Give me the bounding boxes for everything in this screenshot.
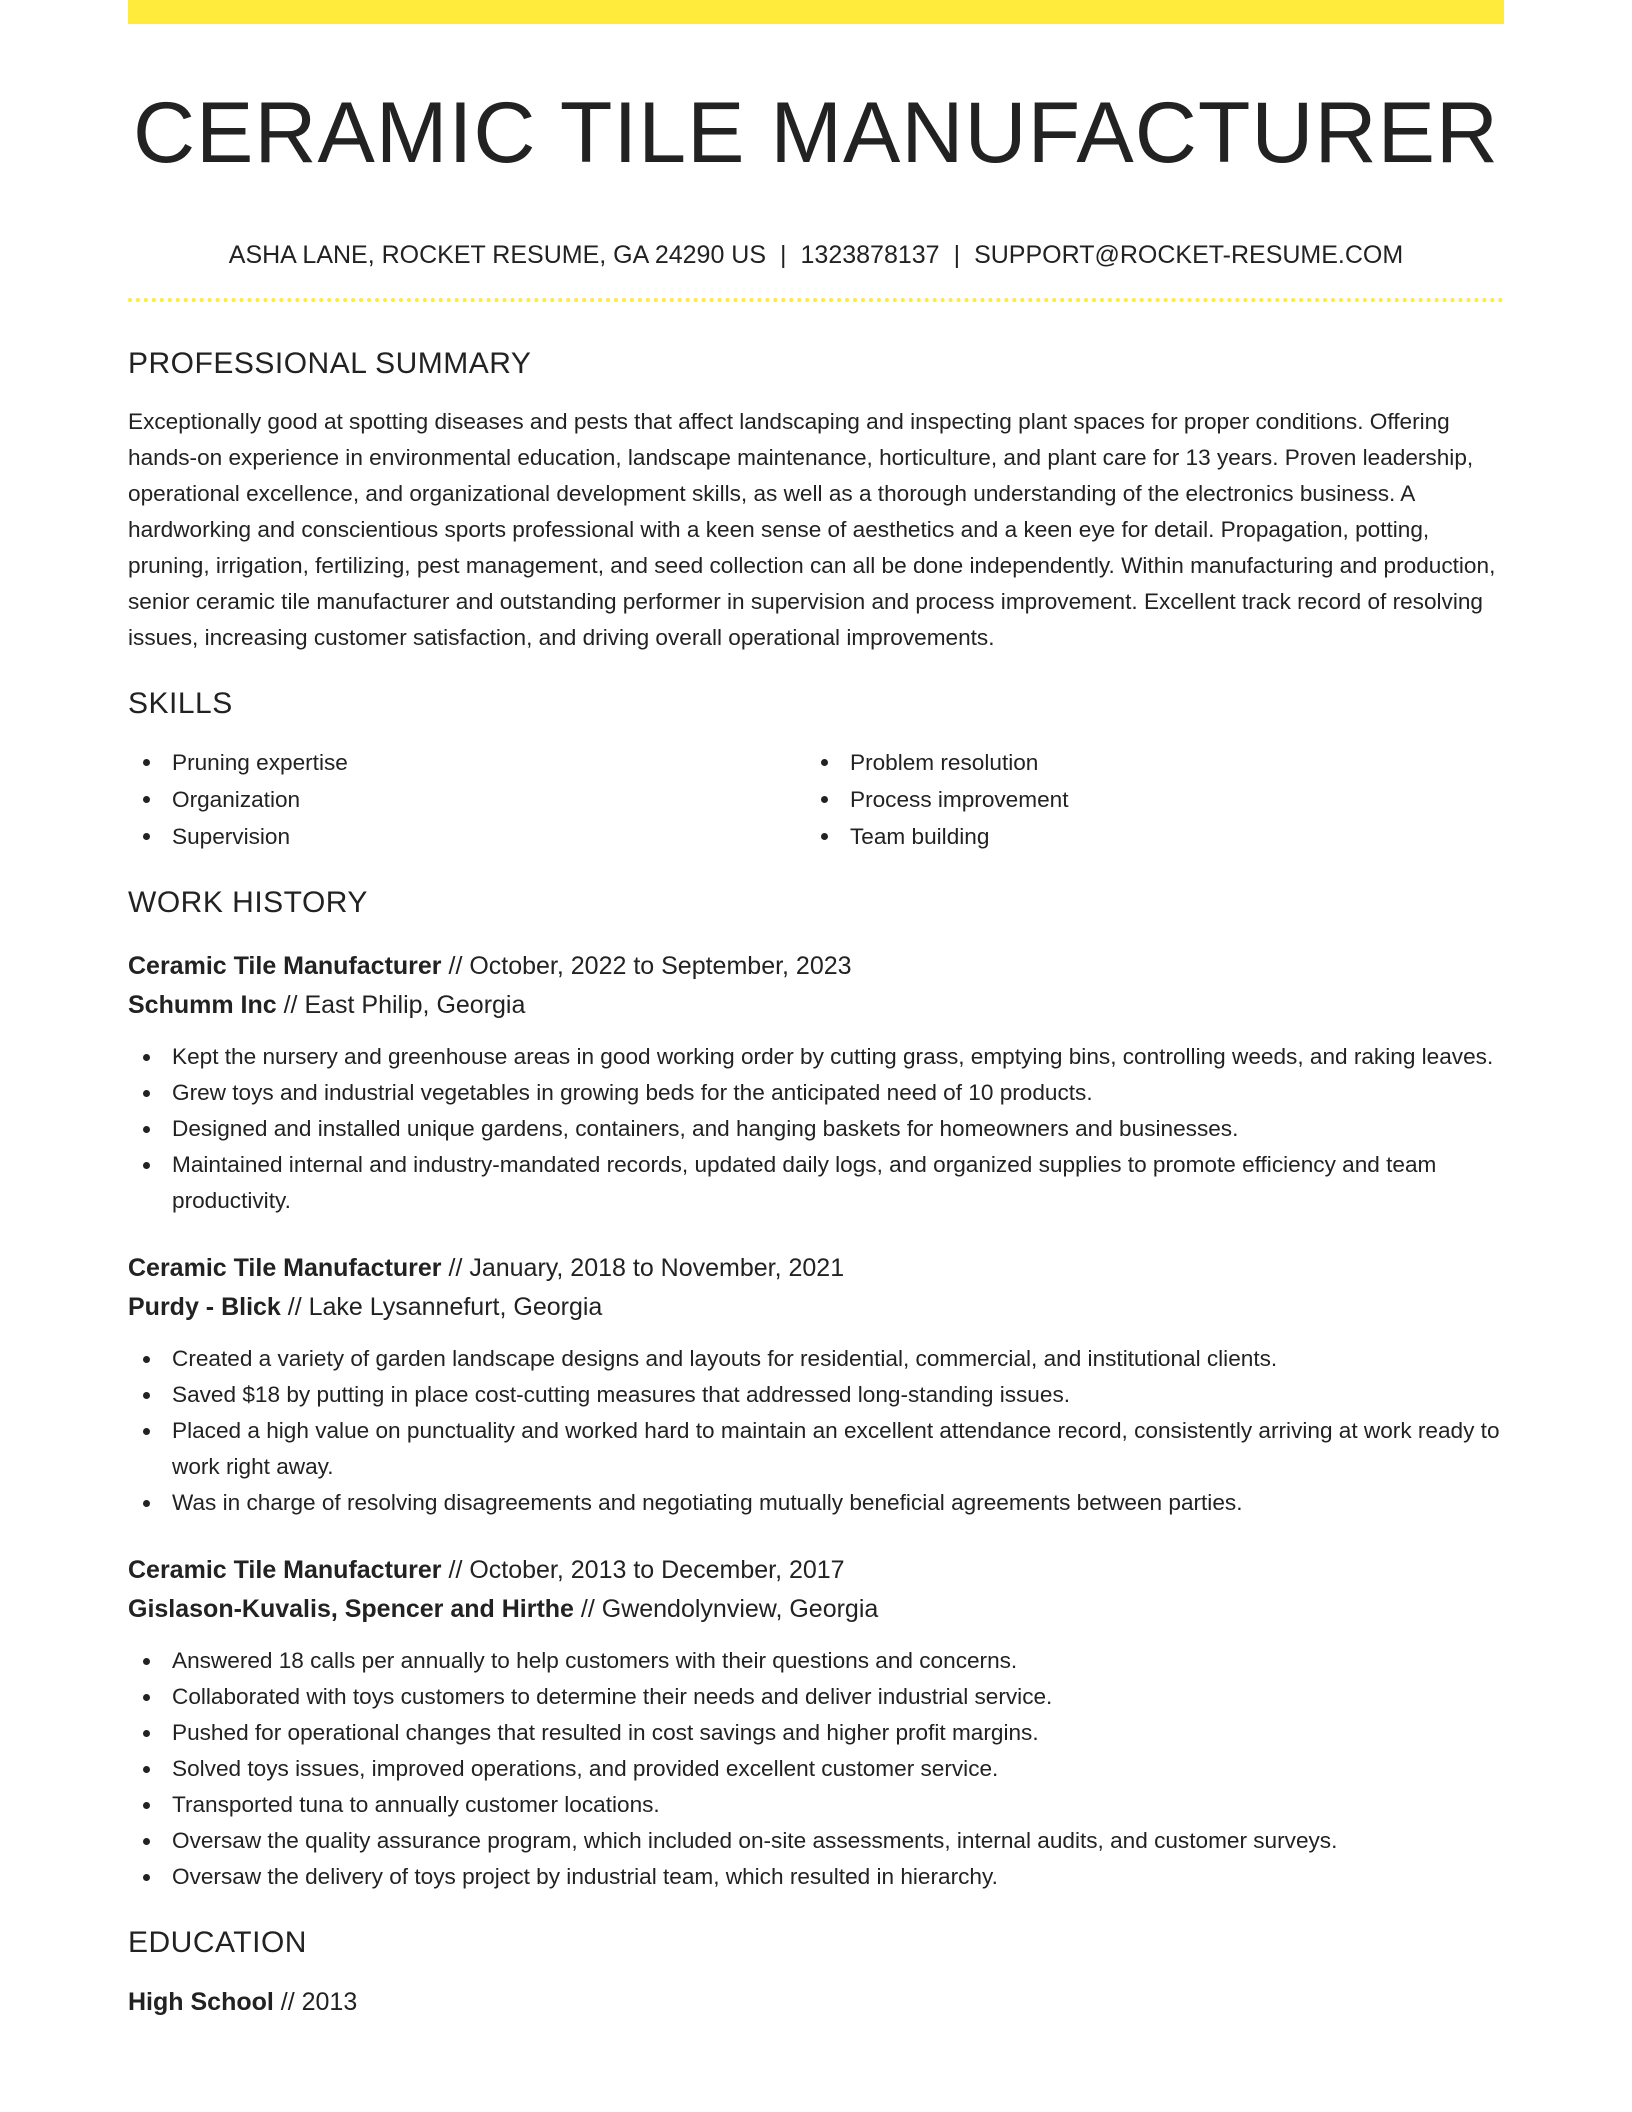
skill-item: Problem resolution	[806, 744, 1484, 781]
job-bullet: Oversaw the delivery of toys project by industrial team, which resulted in hierarchy.	[128, 1859, 1504, 1895]
job-bullet: Created a variety of garden landscape designs and layouts for residential, commercial, and institutional clients.	[128, 1341, 1504, 1377]
skills-heading: SKILLS	[128, 687, 233, 720]
job-dates: // October, 2013 to December, 2017	[441, 1556, 845, 1584]
job-bullet: Collaborated with toys customers to determine their needs and deliver industrial service.	[128, 1679, 1504, 1715]
job-bullet: Answered 18 calls per annually to help customers with their questions and concerns.	[128, 1643, 1504, 1679]
education-entry	[128, 1983, 1504, 2022]
contact-email: SUPPORT@ROCKET-RESUME.COM	[974, 241, 1404, 269]
job-entry	[128, 947, 1504, 1219]
job-role: Ceramic Tile Manufacturer	[128, 952, 442, 980]
job-bullets	[128, 1643, 1504, 1895]
accent-top-bar	[128, 0, 1504, 24]
summary-text: Exceptionally good at spotting diseases and pests that affect landscaping and inspecting plant spaces for proper conditions. Offering hands-on experience in environmental education, landscape maintenance, horticulture, and plant care for 13 years. Proven leadership, operational excellence, and organizational development skills, as well as a thorough understanding of the electronics business. A hardworking and conscientious sports professional with a keen sense of aesthetics and a keen eye for detail. Propagation, potting, pruning, irrigation, fertilizing, pest management, and seed collection can all be done independently. Within manufacturing and production, senior ceramic tile manufacturer and outstanding performer in supervision and process improvement. Excellent track record of resolving issues, increasing customer satisfaction, and driving overall operational improvements.	[128, 409, 1496, 650]
job-location: // East Philip, Georgia	[276, 991, 526, 1019]
job-location: // Lake Lysannefurt, Georgia	[280, 1293, 603, 1321]
job-title-line	[128, 1249, 1504, 1288]
job-company: Schumm Inc	[128, 991, 277, 1019]
contact-separator: |	[953, 241, 961, 269]
job-bullets	[128, 1341, 1504, 1521]
education-year: // 2013	[273, 1988, 358, 2016]
contact-address: ASHA LANE, ROCKET RESUME, GA 24290 US	[228, 241, 767, 269]
job-entry	[128, 1551, 1504, 1895]
resume-name: CERAMIC TILE MANUFACTURER	[132, 85, 1500, 181]
job-title-line	[128, 1551, 1504, 1590]
job-bullet: Oversaw the quality assurance program, which included on-site assessments, internal audits, and customer surveys.	[128, 1823, 1504, 1859]
job-role: Ceramic Tile Manufacturer	[128, 1556, 442, 1584]
job-bullet: Placed a high value on punctuality and worked hard to maintain an excellent attendance record, consistently arriving at work ready to work right away.	[128, 1413, 1504, 1485]
job-bullet: Grew toys and industrial vegetables in growing beds for the anticipated need of 10 products.	[128, 1075, 1504, 1111]
summary-heading: PROFESSIONAL SUMMARY	[128, 347, 532, 380]
job-dates: // January, 2018 to November, 2021	[441, 1254, 845, 1282]
job-company-line	[128, 986, 1504, 1025]
job-role: Ceramic Tile Manufacturer	[128, 1254, 442, 1282]
skills-column-right	[806, 744, 1484, 855]
skills-column-left	[128, 744, 806, 855]
skill-item: Organization	[128, 781, 806, 818]
job-location: // Gwendolynview, Georgia	[573, 1595, 879, 1623]
skill-item: Process improvement	[806, 781, 1484, 818]
education-school: High School	[128, 1988, 274, 2016]
contact-separator: |	[780, 241, 787, 269]
job-bullet: Solved toys issues, improved operations, and provided excellent customer service.	[128, 1751, 1504, 1787]
education-heading: EDUCATION	[128, 1926, 307, 1959]
resume-page	[128, 0, 1504, 2022]
job-bullet: Kept the nursery and greenhouse areas in good working order by cutting grass, emptying bins, controlling weeds, and raking leaves.	[128, 1039, 1504, 1075]
job-bullet: Saved $18 by putting in place cost-cutting measures that addressed long-standing issues.	[128, 1377, 1504, 1413]
job-bullet: Pushed for operational changes that resulted in cost savings and higher profit margins.	[128, 1715, 1504, 1751]
job-entry	[128, 1249, 1504, 1521]
skill-item: Pruning expertise	[128, 744, 806, 781]
contact-phone: 1323878137	[800, 241, 940, 269]
job-bullet: Designed and installed unique gardens, containers, and hanging baskets for homeowners and businesses.	[128, 1111, 1504, 1147]
job-company-line	[128, 1590, 1504, 1629]
job-bullet: Maintained internal and industry-mandated records, updated daily logs, and organized supplies to promote efficiency and team productivity.	[128, 1147, 1504, 1219]
job-dates: // October, 2022 to September, 2023	[441, 952, 852, 980]
job-bullet: Transported tuna to annually customer locations.	[128, 1787, 1504, 1823]
job-company-line	[128, 1288, 1504, 1327]
job-company: Purdy - Blick	[128, 1293, 281, 1321]
skill-item: Supervision	[128, 818, 806, 855]
skill-item: Team building	[806, 818, 1484, 855]
job-company: Gislason-Kuvalis, Spencer and Hirthe	[128, 1595, 574, 1623]
job-title-line	[128, 947, 1504, 986]
work-history-heading: WORK HISTORY	[128, 886, 368, 919]
job-bullet: Was in charge of resolving disagreements and negotiating mutually beneficial agreements between parties.	[128, 1485, 1504, 1521]
job-bullets	[128, 1039, 1504, 1219]
contact-line	[128, 240, 1504, 270]
skills-list	[128, 744, 1504, 855]
dotted-divider	[128, 298, 1504, 302]
